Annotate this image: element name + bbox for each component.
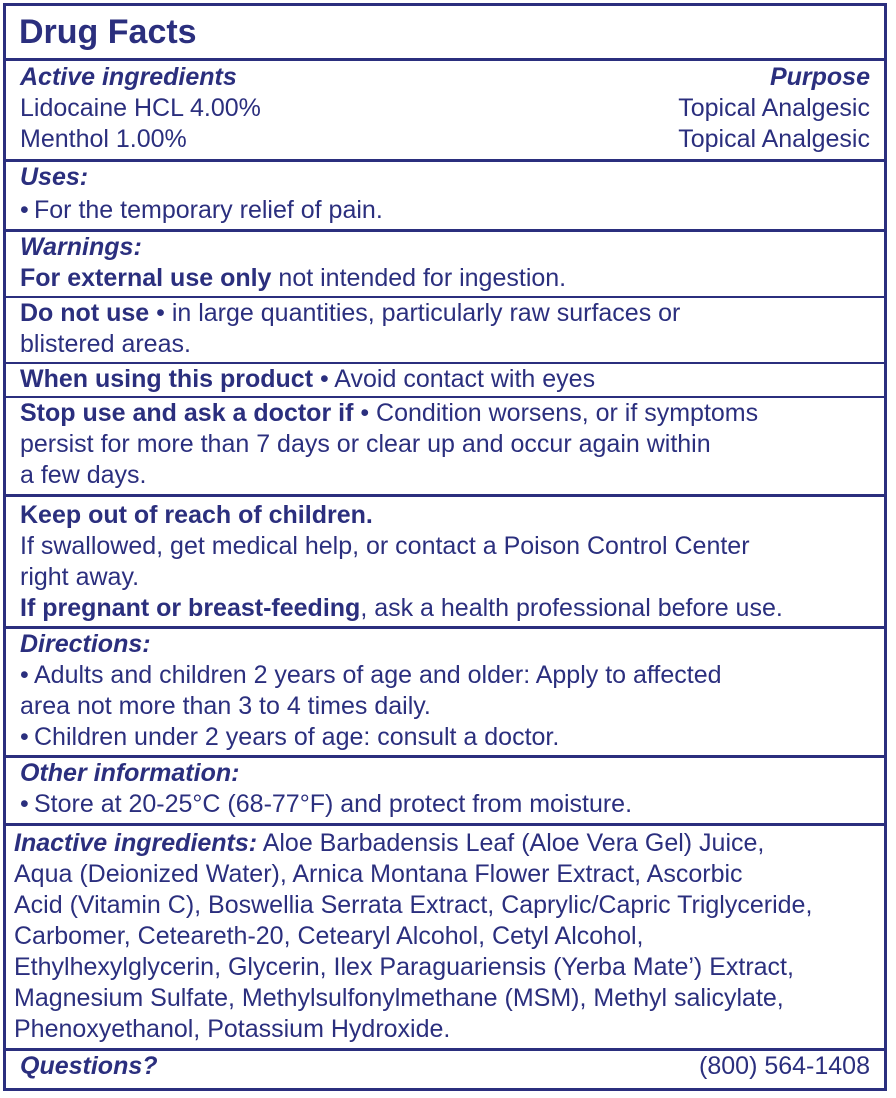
inactive-ingredients-text: Magnesium Sulfate, Methylsulfonylmethane (MSM), Methyl salicylate,: [14, 984, 784, 1012]
drug-facts-panel: [3, 3, 887, 1091]
inactive-ingredients-text: Carbomer, Ceteareth-20, Cetearyl Alcohol, Cetyl Alcohol,: [14, 922, 644, 950]
active-ingredients-section: [6, 58, 884, 159]
ingredient-name: Menthol 1.00%: [20, 125, 187, 153]
other-information-section: Other information: • Store at 20-25°C (68-77°F) and protect from moisture.: [6, 755, 884, 823]
inactive-ingredients-text: Phenoxyethanol, Potassium Hydroxide.: [14, 1015, 451, 1043]
questions-phone: (800) 564-1408: [699, 1052, 870, 1080]
inactive-ingredients-section: [6, 823, 884, 1048]
external-use-text: not intended for ingestion.: [271, 264, 567, 292]
stop-use-label: Stop use and ask a doctor if: [20, 399, 354, 427]
questions-header: Questions?: [20, 1052, 158, 1080]
when-using-label: When using this product: [20, 365, 314, 393]
do-not-use-text: • in large quantities, particularly raw surfaces or: [149, 299, 681, 327]
keep-out-text: If swallowed, get medical help, or contact a Poison Control Center: [20, 532, 750, 560]
uses-item: For the temporary relief of pain.: [34, 196, 383, 224]
inactive-ingredients-text: Acid (Vitamin C), Boswellia Serrata Extract, Caprylic/Capric Triglyceride,: [14, 891, 813, 919]
questions-section: [6, 1048, 884, 1082]
directions-item: Children under 2 years of age: consult a doctor.: [34, 723, 560, 751]
pregnant-label: If pregnant or breast-feeding: [20, 594, 361, 622]
page-title: Drug Facts: [19, 13, 197, 51]
stop-use-text-cont: persist for more than 7 days or clear up and occur again within: [20, 430, 711, 458]
directions-header: Directions:: [20, 630, 151, 658]
inactive-ingredients-text: Aloe Barbadensis Leaf (Aloe Vera Gel) Juice,: [257, 829, 765, 857]
keep-out-label: Keep out of reach of children.: [20, 501, 373, 529]
stop-use-text-cont: a few days.: [20, 461, 147, 489]
directions-item-cont: area not more than 3 to 4 times daily.: [20, 692, 431, 720]
ingredient-name: Lidocaine HCL 4.00%: [20, 94, 261, 122]
uses-header: Uses:: [20, 163, 89, 191]
other-information-header: Other information:: [20, 759, 240, 787]
purpose-header: Purpose: [769, 63, 870, 91]
do-not-use-text-cont: blistered areas.: [20, 330, 191, 358]
ingredient-purpose: Topical Analgesic: [678, 94, 870, 122]
inactive-ingredients-text: Aqua (Deionized Water), Arnica Montana Flower Extract, Ascorbic: [14, 860, 743, 888]
do-not-use-label: Do not use: [20, 299, 150, 327]
ingredient-purpose: Topical Analgesic: [678, 125, 870, 153]
do-not-use-section: [6, 296, 884, 362]
pregnant-text: , ask a health professional before use.: [360, 594, 783, 622]
inactive-ingredients-text: Ethylhexylglycerin, Glycerin, Ilex Paraguariensis (Yerba Mate’) Extract,: [14, 953, 794, 981]
uses-section: Uses: • For the temporary relief of pain.: [6, 159, 884, 229]
when-using-text: • Avoid contact with eyes: [313, 365, 596, 393]
warnings-section: [6, 229, 884, 296]
active-ingredients-header: Active ingredients: [20, 63, 237, 91]
other-information-item: Store at 20-25°C (68-77°F) and protect from moisture.: [34, 790, 633, 818]
when-using-section: [6, 362, 884, 396]
external-use-label: For external use only: [20, 264, 272, 292]
directions-item: Adults and children 2 years of age and older: Apply to affected: [34, 661, 722, 689]
keep-out-text-cont: right away.: [20, 563, 140, 591]
warnings-header: Warnings:: [20, 233, 142, 261]
keep-out-section: [6, 494, 884, 626]
stop-use-section: [6, 396, 884, 494]
directions-section: Directions: • Adults and children 2 years of age and older: Apply to affected area not more than 3 to 4 times daily. • Children under 2 years of age: consult a doctor.: [6, 626, 884, 755]
stop-use-text: • Condition worsens, or if symptoms: [353, 399, 759, 427]
inactive-ingredients-header: Inactive ingredients:: [14, 829, 258, 857]
